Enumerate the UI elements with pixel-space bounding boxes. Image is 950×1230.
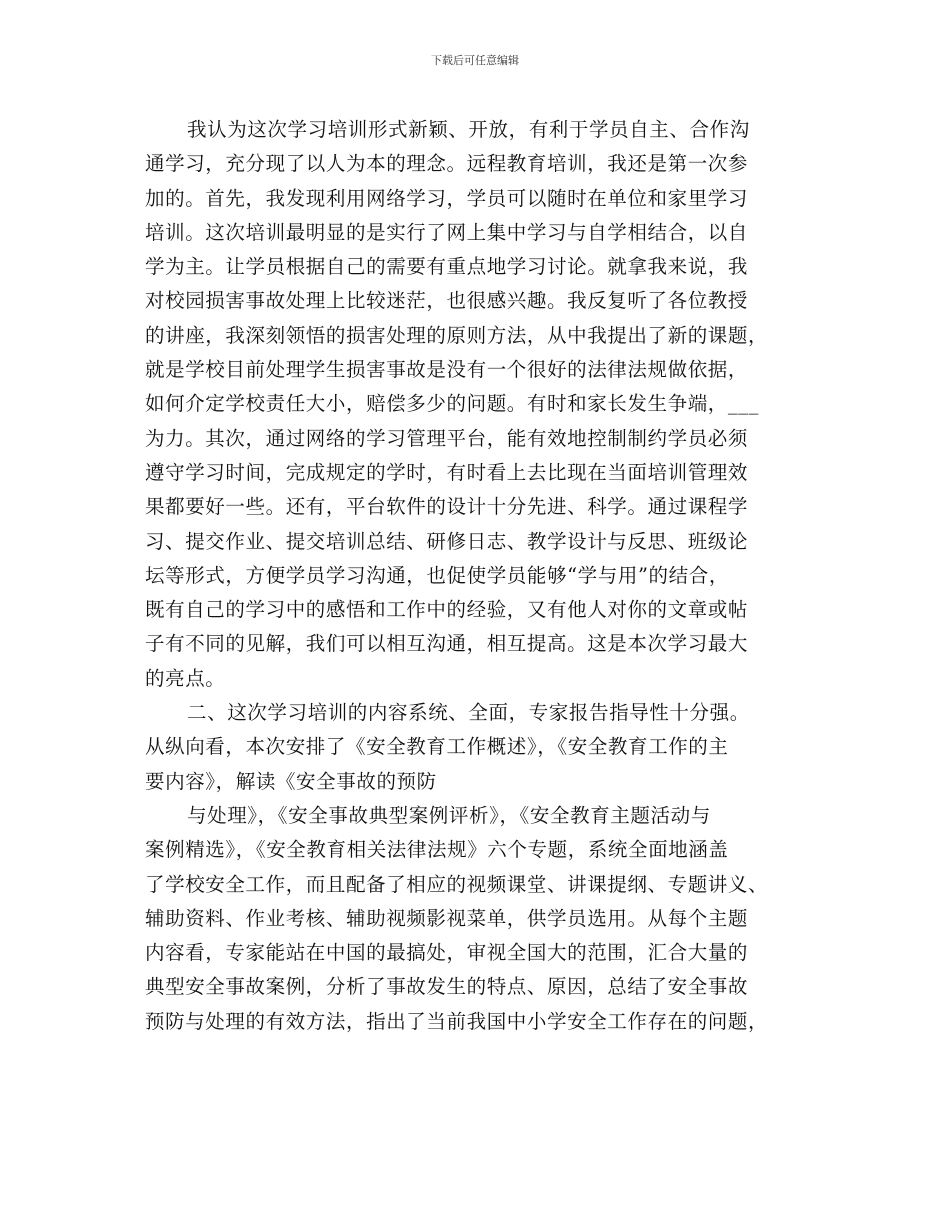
text-line: 如何介定学校责任大小，赔偿多少的问题。有时和家长发生争端，___ xyxy=(145,392,759,416)
text-line: 为力。其次，通过网络的学习管理平台，能有效地控制制约学员必须 xyxy=(145,426,749,450)
text-line: 辅助资料、作业考核、辅助视频影视菜单，供学员选用。从每个主题 xyxy=(145,906,749,930)
text-line: 培训。这次培训最明显的是实行了网上集中学习与自学相结合，以自 xyxy=(145,220,749,244)
text-line: 加的。首先，我发现利用网络学习，学员可以随时在单位和家里学习 xyxy=(145,186,749,210)
text-line: 预防与处理的有效方法，指出了当前我国中小学安全工作存在的问题， xyxy=(145,1009,769,1033)
text-line: 习、提交作业、提交培训总结、研修日志、教学设计与反思、班级论 xyxy=(145,529,749,553)
text-line: 我认为这次学习培训形式新颖、开放，有利于学员自主、合作沟 xyxy=(187,118,750,141)
text-line: 坛等形式，方便学员学习沟通，也促使学员能够“学与用”的结合， xyxy=(145,563,729,587)
document-body xyxy=(145,113,825,1039)
section-heading-line: 二、这次学习培训的内容系统、全面，专家报告指导性十分强。 xyxy=(187,701,750,725)
text-line: 就是学校目前处理学生损害事故是没有一个很好的法律法规做依据， xyxy=(145,358,749,382)
text-line: 果都要好一些。还有，平台软件的设计十分先进、科学。通过课程学 xyxy=(145,495,749,519)
text-line: 与处理》，《安全事故典型案例评析》，《安全教育主题活动与 xyxy=(187,803,711,827)
text-line: 学为主。让学员根据自己的需要有重点地学习讨论。就拿我来说，我 xyxy=(145,255,749,279)
text-line: 从纵向看，本次安排了《安全教育工作概述》，《安全教育工作的主 xyxy=(145,735,729,759)
text-line: 要内容》，解读《安全事故的预防 xyxy=(145,769,437,793)
text-line: 的亮点。 xyxy=(145,666,226,690)
text-line: 子有不同的见解，我们可以相互沟通，相互提高。这是本次学习最大 xyxy=(145,632,749,656)
text-line: 内容看，专家能站在中国的最搞处，审视全国大的范围，汇合大量的 xyxy=(145,941,749,965)
text-line: 典型安全事故案例，分析了事故发生的特点、原因，总结了安全事故 xyxy=(145,975,749,999)
text-line: 通学习，充分现了以人为本的理念。远程教育培训，我还是第一次参 xyxy=(145,152,749,176)
text-line: 对校园损害事故处理上比较迷茫，也很感兴趣。我反复听了各位教授 xyxy=(145,289,749,313)
text-line: 既有自己的学习中的感悟和工作中的经验，又有他人对你的文章或帖 xyxy=(145,598,749,622)
text-line: 遵守学习时间，完成规定的学时，有时看上去比现在当面培训管理效 xyxy=(145,460,749,484)
text-line: 的讲座，我深刻领悟的损害处理的原则方法，从中我提出了新的课题， xyxy=(145,323,769,347)
text-line: 案例精选》，《安全教育相关法律法规》六个专题，系统全面地涵盖 xyxy=(145,838,729,862)
page-header: 下载后可任意编辑 xyxy=(431,54,519,67)
text-line: 了学校安全工作，而且配备了相应的视频课堂、讲课提纲、专题讲义、 xyxy=(145,872,769,896)
